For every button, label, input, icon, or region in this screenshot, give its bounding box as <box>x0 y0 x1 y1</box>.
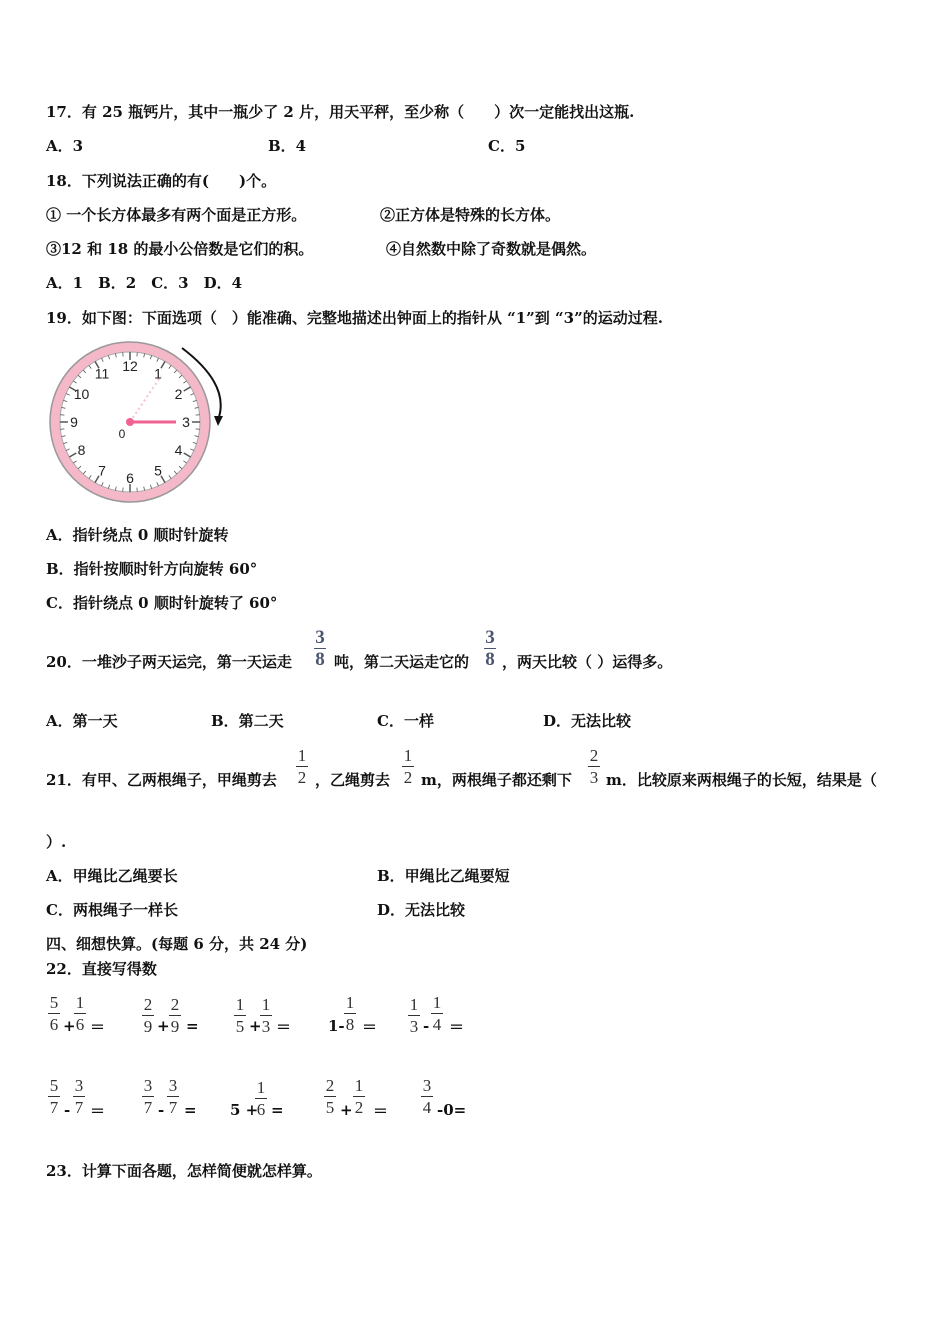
q20-option-b: B．第二天 <box>211 712 284 730</box>
clock-number-12: 12 <box>122 358 138 374</box>
q22-r2-c3-eq: = <box>271 1101 284 1119</box>
q21-option-c: C．两根绳子一样长 <box>46 901 178 919</box>
q17-option-b: B．4 <box>268 137 307 155</box>
rotation-arrow-icon <box>214 416 223 426</box>
q23-stem: 23．计算下面各题，怎样简便就怎样算。 <box>46 1162 322 1180</box>
q22-r2-c2-a: 3 7 <box>143 1076 153 1117</box>
q22-r2-c1-eq: ＝ <box>90 1102 106 1120</box>
q20-text-2: 吨，第二天运走它的 <box>334 653 470 671</box>
q22-r2-c2-eq: = <box>184 1101 197 1119</box>
q22-r2-c4-eq: ＝ <box>373 1102 389 1120</box>
q22-r2-c2-op: - <box>158 1101 165 1119</box>
q21-option-b: B．甲绳比乙绳要短 <box>377 867 510 885</box>
denominator: 3 <box>589 768 599 787</box>
q18-statement-2: ②正方体是特殊的长方体。 <box>380 206 561 224</box>
numerator: 3 <box>485 627 495 648</box>
q22-r1-c4-pre: 1- <box>328 1017 345 1035</box>
q18-statement-4: ④自然数中除了奇数就是偶然。 <box>386 240 597 258</box>
q18-statement-1: ① 一个长方体最多有两个面是正方形。 <box>46 206 307 224</box>
q22-r1-c3-b: 1 3 <box>261 995 271 1036</box>
q21-option-a: A．甲绳比乙绳要长 <box>46 867 178 885</box>
denominator: 8 <box>485 649 495 670</box>
q22-r2-c4-a: 2 5 <box>325 1076 335 1117</box>
clock-number-7: 7 <box>98 462 106 479</box>
q21-text-3: m，两根绳子都还剩下 <box>421 771 572 789</box>
q18-options: A．1 B．2 C．3 D．4 <box>46 274 243 292</box>
q22-r2-c1-b: 3 7 <box>74 1076 84 1117</box>
q22-r2-c1-op: - <box>64 1101 71 1119</box>
q20-option-d: D．无法比较 <box>543 712 632 730</box>
q21-fraction-2 <box>402 746 414 787</box>
q22-r1-c4-eq: ＝ <box>362 1018 378 1036</box>
q22-r1-c3-eq: ＝ <box>276 1018 292 1036</box>
q22-r1-c1-a: 5 6 <box>49 993 59 1034</box>
q22-r1-c1-b: 1 6 <box>75 993 85 1034</box>
numerator: 1 <box>297 746 307 765</box>
q20-option-a: A．第一天 <box>46 712 118 730</box>
q22-stem: 22．直接写得数 <box>46 960 157 978</box>
q22-r1-c2-op: + <box>157 1017 170 1035</box>
q22-r2-c2-b: 3 7 <box>168 1076 178 1117</box>
denominator: 2 <box>297 768 307 787</box>
q20-text-1: 20．一堆沙子两天运完，第一天运走 <box>46 653 292 671</box>
clock-number-5: 5 <box>154 462 162 479</box>
q22-r1-c4-b: 1 8 <box>345 993 355 1034</box>
q22-r2-c3-pre: 5 + <box>230 1101 259 1119</box>
clock-number-3: 3 <box>182 414 190 430</box>
q17-option-a: A．3 <box>46 137 84 155</box>
q20-fraction-2 <box>484 628 496 669</box>
q21-text-1: 21．有甲、乙两根绳子，甲绳剪去 <box>46 771 277 789</box>
q19-option-c: C．指针绕点 0 顺时针旋转了 60° <box>46 594 278 612</box>
clock-figure <box>46 340 226 508</box>
section-4-heading: 四、细想快算。(每题 6 分，共 24 分) <box>46 935 308 953</box>
q22-r1-c5-a: 1 3 <box>409 995 419 1036</box>
clock-center-label: 0 <box>118 427 126 441</box>
q22-r2-c5-a: 3 4 <box>422 1076 432 1117</box>
q22-r2-c3-b: 1 6 <box>256 1078 266 1119</box>
clock-number-1: 1 <box>154 365 162 382</box>
numerator: 3 <box>315 627 325 648</box>
q21-fraction-3 <box>588 746 600 787</box>
q20-option-c: C．一样 <box>377 712 434 730</box>
numerator: 1 <box>403 746 413 765</box>
q21-fraction-1 <box>296 746 308 787</box>
q22-r1-c3-op: + <box>249 1017 262 1035</box>
q18-stem: 18．下列说法正确的有( )个。 <box>46 172 277 190</box>
q21-text-2: ，乙绳剪去 <box>315 771 391 789</box>
denominator: 2 <box>403 768 413 787</box>
q20-fraction-1 <box>314 628 326 669</box>
q17-option-c: C．5 <box>488 137 526 155</box>
q22-r1-c5-op: - <box>423 1017 430 1035</box>
q21-text-4: m．比较原来两根绳子的长短，结果是（ <box>606 771 877 789</box>
q17-stem: 17．有 25 瓶钙片，其中一瓶少了 2 片，用天平秤，至少称（ ）次一定能找出这瓶. <box>46 103 635 121</box>
q22-r1-c5-b: 1 4 <box>432 993 442 1034</box>
q22-r1-c2-a: 2 9 <box>143 995 153 1036</box>
q22-r1-c1-op: + <box>63 1017 76 1035</box>
q22-r2-c1-a: 5 7 <box>49 1076 59 1117</box>
q22-r1-c5-eq: ＝ <box>449 1018 465 1036</box>
q22-r2-c5-post: -0= <box>437 1101 467 1119</box>
clock-number-8: 8 <box>77 442 86 458</box>
clock-number-6: 6 <box>126 470 134 486</box>
q18-statement-3: ③12 和 18 的最小公倍数是它们的积。 <box>46 240 314 258</box>
q22-r2-c4-op: + <box>340 1101 353 1119</box>
clock-number-11: 11 <box>94 365 110 382</box>
denominator: 8 <box>315 649 325 670</box>
q22-r2-c4-b: 1 2 <box>354 1076 364 1117</box>
q22-r1-c3-a: 1 5 <box>235 995 245 1036</box>
q19-option-b: B．指针按顺时针方向旋转 60° <box>46 560 258 578</box>
q22-r1-c1-eq: ＝ <box>90 1018 106 1036</box>
clock-center <box>126 418 134 426</box>
clock-number-4: 4 <box>174 442 183 458</box>
q19-option-a: A．指针绕点 0 顺时针旋转 <box>46 526 229 544</box>
q20-text-3: ，两天比较（ ）运得多。 <box>502 653 673 671</box>
q21-text-cont: ）. <box>46 833 67 851</box>
q21-option-d: D．无法比较 <box>377 901 466 919</box>
clock-number-10: 10 <box>73 386 90 402</box>
clock-number-9: 9 <box>70 414 78 430</box>
numerator: 2 <box>589 746 599 765</box>
clock-number-2: 2 <box>174 386 183 402</box>
q22-r1-c2-b: 2 9 <box>170 995 180 1036</box>
q22-r1-c2-eq: = <box>186 1017 199 1035</box>
q19-stem: 19．如下图：下面选项（ ）能准确、完整地描述出钟面上的指针从 “1”到 “3”的运动过程. <box>46 309 663 327</box>
